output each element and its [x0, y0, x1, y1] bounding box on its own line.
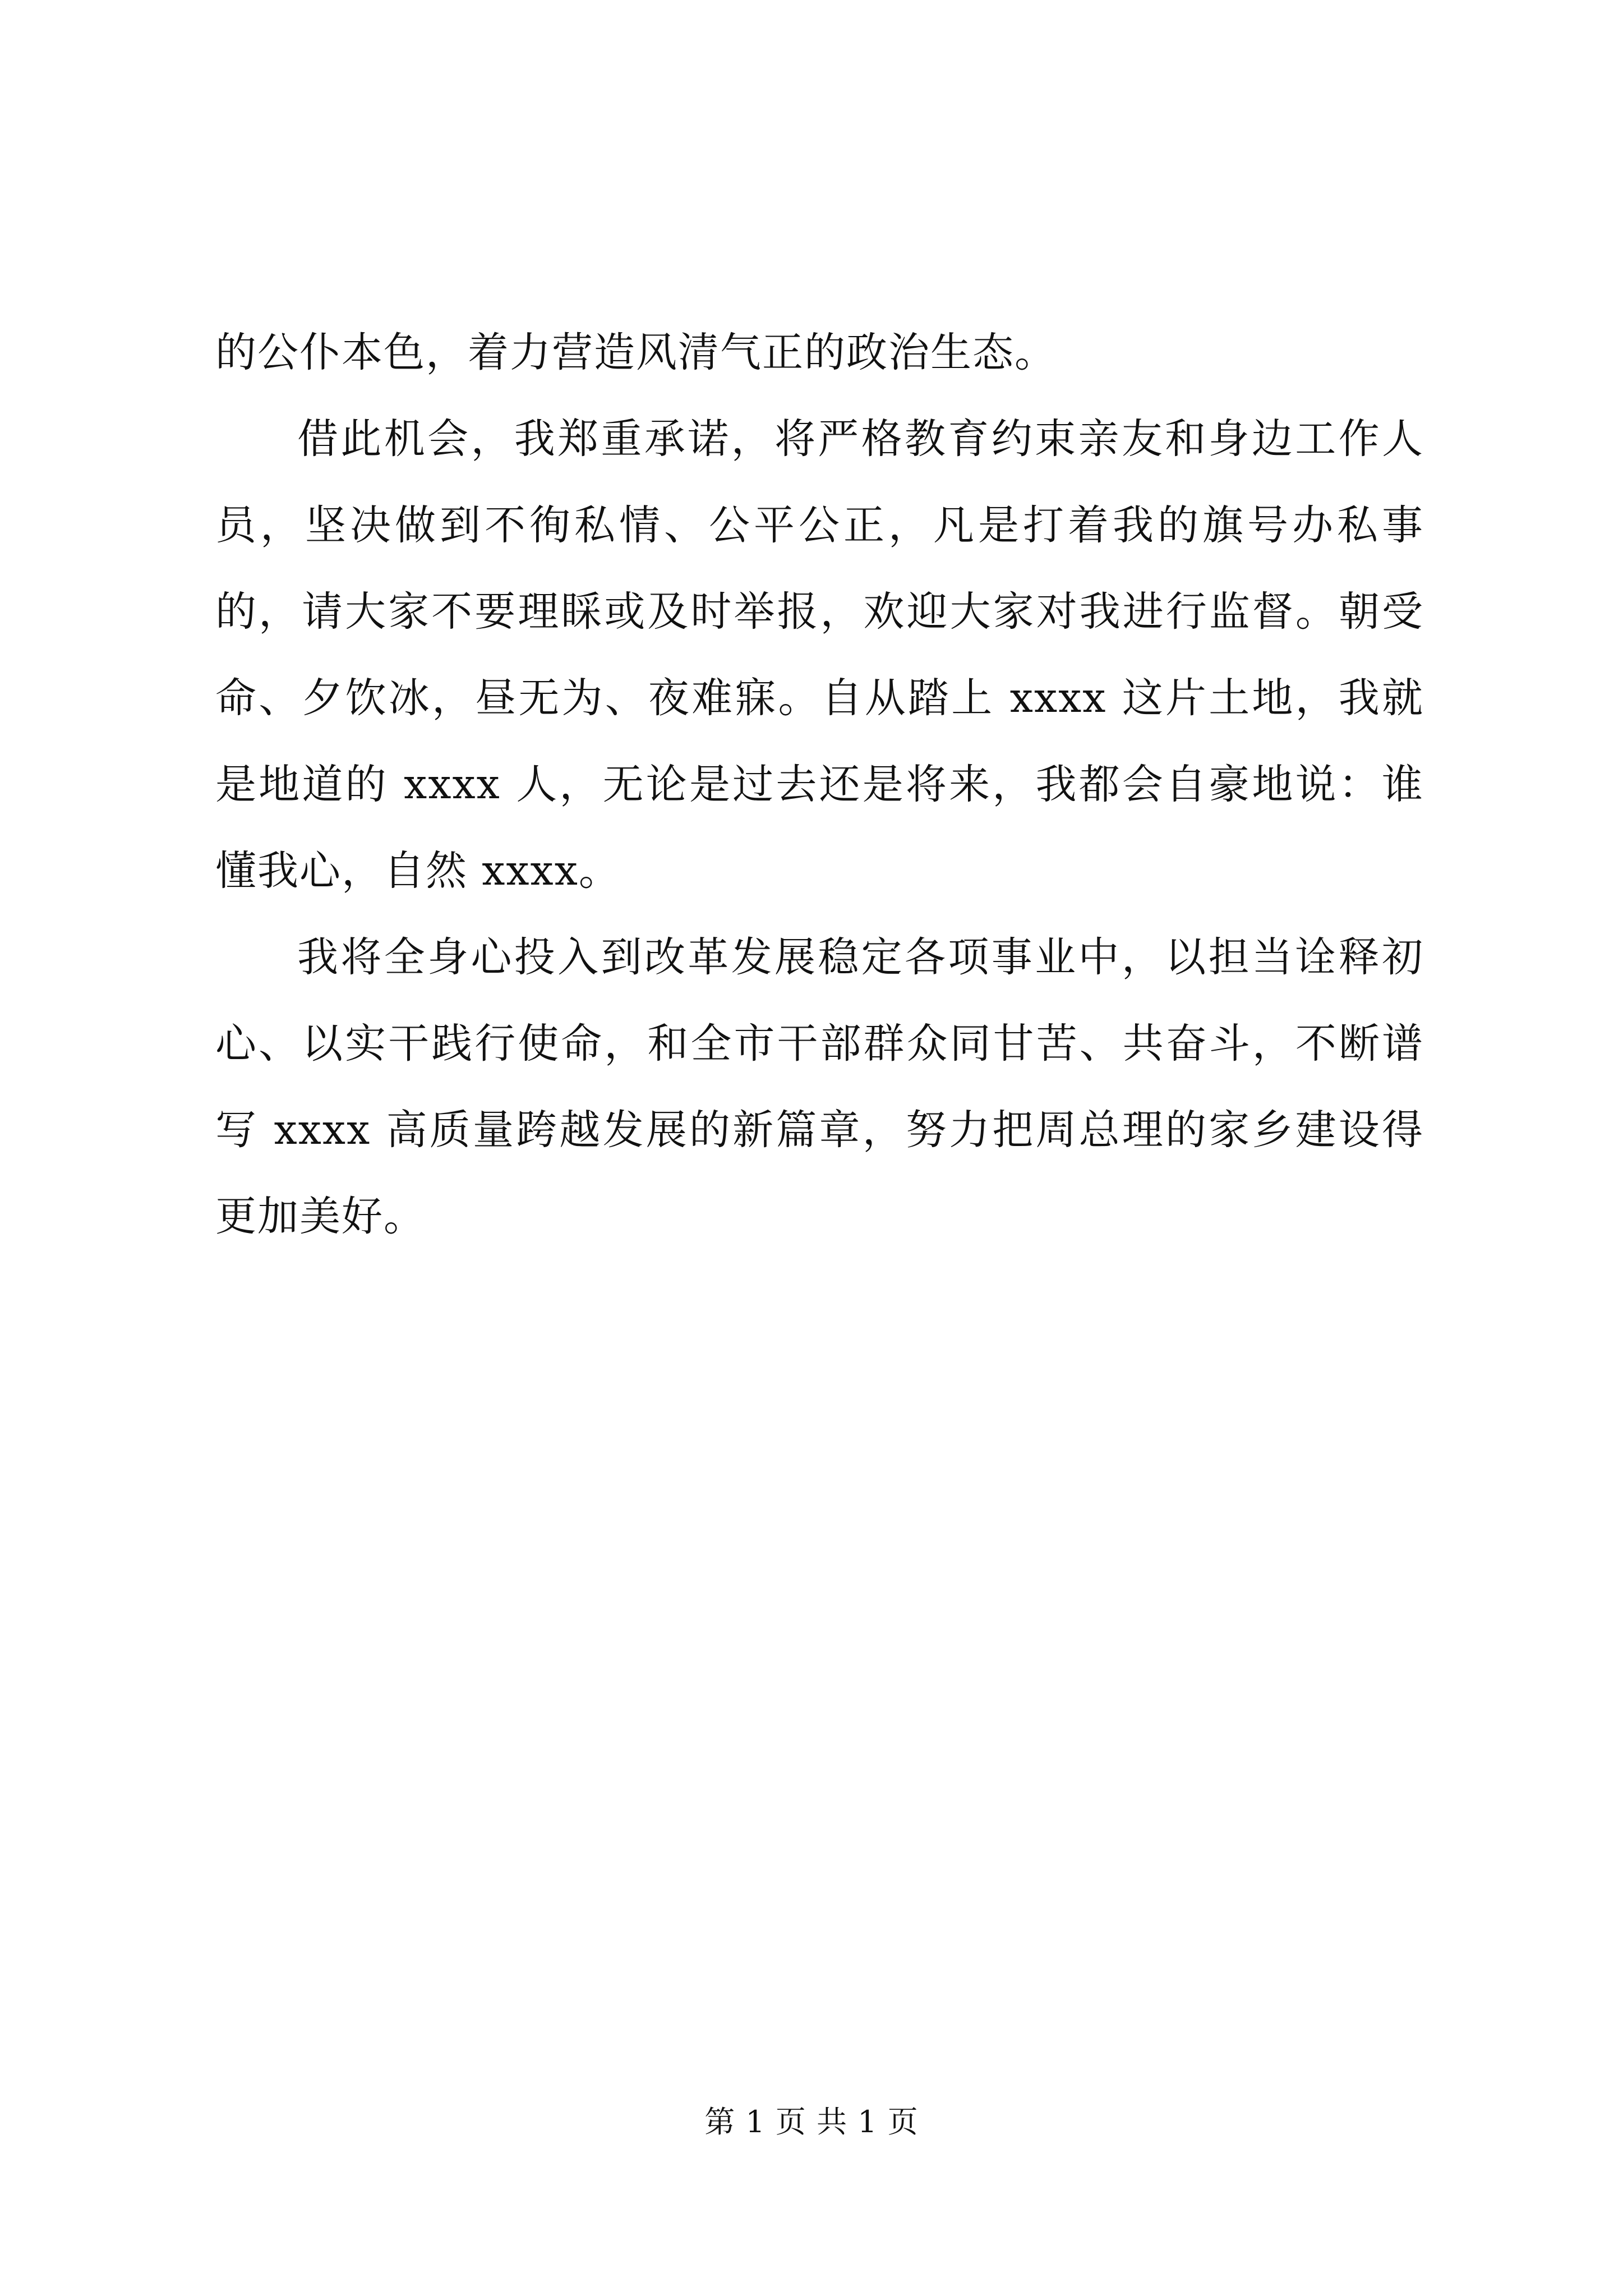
document-body	[215, 310, 1424, 1260]
paragraph-commitment: 借此机会，我郑重承诺，将严格教育约束亲友和身边工作人员，坚决做到不徇私情、公平公正，凡是打着我的旗号办私事的，请大家不要理睬或及时举报，欢迎大家对我进行监督。朝受命、夕饮冰，昼无为、夜难寐。自从踏上 xxxx 这片土地，我就是地道的 xxxx 人，无论是过去还是将来，我都会自豪地说：谁懂我心，自然 xxxx。	[215, 415, 1424, 895]
paragraph-pledge: 我将全身心投入到改革发展稳定各项事业中，以担当诠释初心、以实干践行使命，和全市干部群众同甘苦、共奋斗，不断谱写 xxxx 高质量跨越发展的新篇章，努力把周总理的家乡建设得更加美好。	[215, 933, 1424, 1240]
paragraph-continuation: 的公仆本色，着力营造风清气正的政治生态。	[215, 329, 1057, 376]
page-number-footer: 第 1 页 共 1 页	[704, 2104, 919, 2139]
